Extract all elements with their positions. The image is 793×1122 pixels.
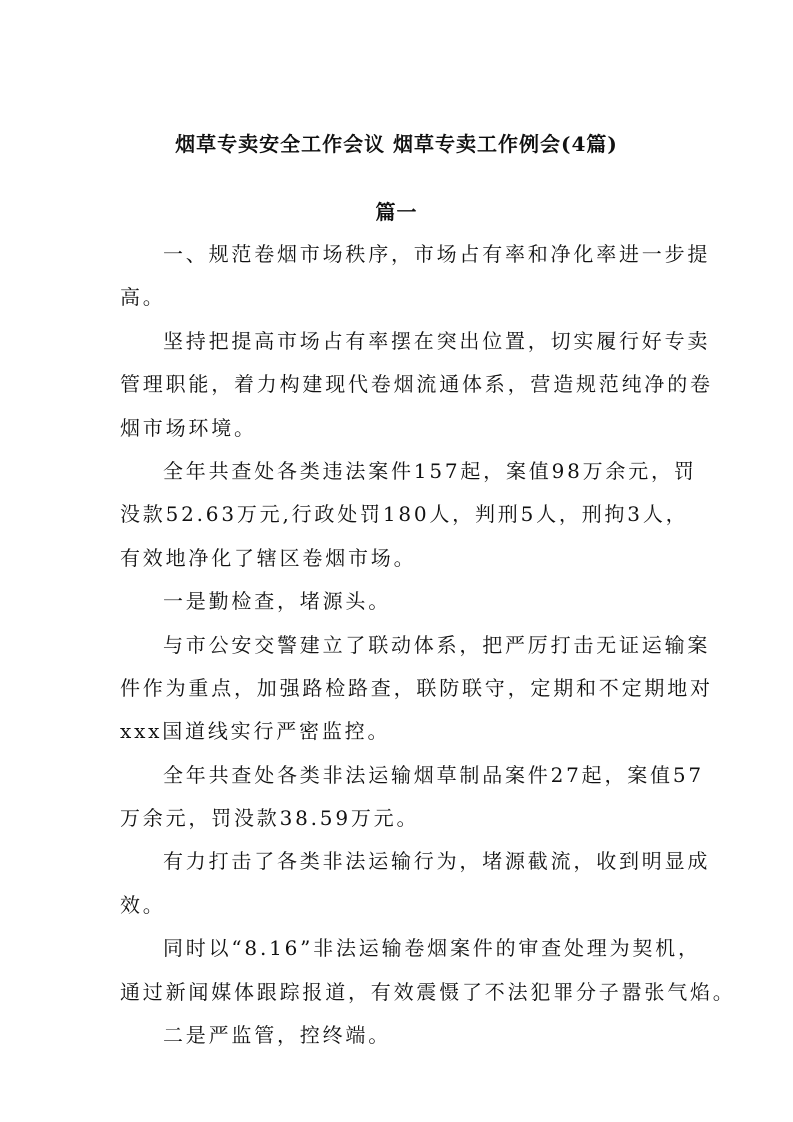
section-heading: 篇一 xyxy=(375,200,418,224)
paragraph-line: 同时以“8.16”非法运输卷烟案件的审查处理为契机， xyxy=(163,936,701,961)
paragraph-line: 一、规范卷烟市场秩序，市场占有率和净化率进一步提 xyxy=(163,242,711,266)
paragraph-line: 高。 xyxy=(120,285,166,310)
paragraph-line: 万余元，罚没款38.59万元。 xyxy=(120,806,420,831)
paragraph-line: 通过新闻媒体跟踪报道，有效震慑了不法犯罪分子嚣张气焰。 xyxy=(120,979,736,1004)
paragraph-line: 坚持把提高市场占有率摆在突出位置，切实履行好专卖 xyxy=(163,328,711,353)
paragraph-line: 没款52.63万元,行政处罚180人，判刑5人，刑拘3人， xyxy=(120,502,689,527)
paragraph-line: 全年共查处各类非法运输烟草制品案件27起，案值57 xyxy=(163,762,704,787)
paragraph-line: 有效地净化了辖区卷烟市场。 xyxy=(120,545,417,570)
paragraph-line: 烟市场环境。 xyxy=(120,415,257,440)
document-body xyxy=(120,240,736,1064)
paragraph-line: 效。 xyxy=(120,892,166,917)
paragraph-line: 与市公安交警建立了联动体系，把严厉打击无证运输案 xyxy=(163,632,711,657)
paragraph-line: 管理职能，着力构建现代卷烟流通体系，营造规范纯净的卷 xyxy=(120,372,713,397)
paragraph-line: xxx国道线实行严密监控。 xyxy=(120,719,391,744)
paragraph-line: 件作为重点，加强路检路查，联防联守，定期和不定期地对 xyxy=(120,675,713,700)
paragraph-line: 有力打击了各类非法运输行为，堵源截流，收到明显成 xyxy=(163,849,711,874)
document-title: 烟草专卖安全工作会议 烟草专卖工作例会(4篇) xyxy=(175,132,618,156)
paragraph-line: 二是严监管，控终端。 xyxy=(163,1023,391,1048)
paragraph-line: 全年共查处各类违法案件157起，案值98万余元，罚 xyxy=(163,458,697,483)
paragraph-line: 一是勤检查，堵源头。 xyxy=(163,589,391,614)
